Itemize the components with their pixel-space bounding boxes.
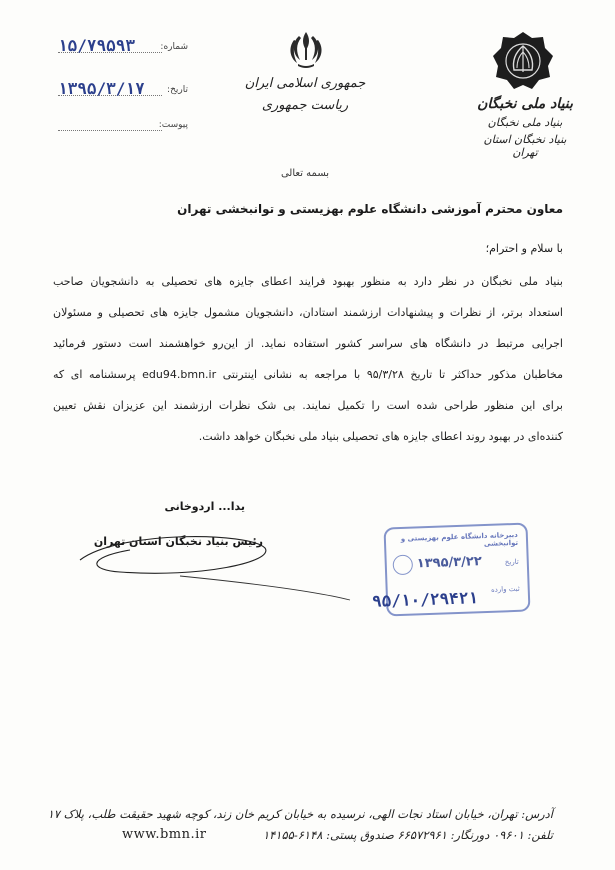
signer-title: رئیس بنیاد نخبگان استان تهران — [93, 535, 263, 548]
letter-attachment-label: پیوست: — [158, 120, 188, 130]
org-logo-text: بنیاد ملی نخبگان — [477, 96, 573, 112]
letter-date-field — [58, 79, 188, 101]
letter-number-value: ۱۵/۷۹۵۹۳ — [58, 36, 136, 55]
signer-name: یدا... اردوخانی — [164, 500, 245, 513]
stamp-number-value: ۹۵/۱۰/۲۹۴۲۱ — [371, 588, 479, 611]
greeting: با سلام و احترام؛ — [485, 242, 563, 255]
body-line: برای این منظور طراحی شده است را تکمیل نمایند. بی شک نظرات ارزشمند این عزیزان نقش تعیین — [53, 399, 563, 412]
body-line: استعداد برتر، از نظرات و پیشنهادات ارزشمند استادان، دانشجویان مشمول جایزه های تحصیلی و مسئولان — [53, 306, 563, 319]
elites-foundation-logo-icon — [490, 30, 556, 92]
body-line: اجرایی مرتبط در دانشگاه های سراسر کشور استفاده نماید. از این‌رو خواهشمند است دستور فرمائید — [53, 337, 563, 350]
letter-attachment-field — [58, 118, 188, 136]
invocation: بسمه تعالی — [280, 168, 330, 179]
iran-emblem-icon — [288, 30, 324, 68]
center-title-line2: ریاست جمهوری — [261, 98, 349, 113]
stamp-seal-icon — [392, 555, 413, 576]
letter-attachment-dots — [58, 130, 162, 131]
body-line: مخاطبان مذکور حداکثر تا تاریخ ۹۵/۳/۲۸ با مراجعه به نشانی اینترنتی edu94.bmn.ir پرسشنامه ای که — [53, 368, 563, 381]
footer-website-link[interactable]: www.bmn.ir — [122, 827, 207, 842]
recipient: معاون محترم آموزشی دانشگاه علوم بهزیستی و توانبخشی تهران — [177, 202, 563, 216]
stamp-date-label: تاریخ — [504, 557, 519, 567]
stamp-date-value: ۱۳۹۵/۳/۲۲ — [416, 554, 483, 572]
signature-scribble — [60, 520, 380, 610]
body-line: بنیاد ملی نخبگان در نظر دارد به منظور بهبود فرایند اعطای جایزه های تحصیلی به دانشجویان صاحب — [53, 275, 563, 288]
stamp-number-label: ثبت وارده — [490, 584, 520, 594]
center-title-line1: جمهوری اسلامی ایران — [244, 76, 366, 91]
stamp-office: دبیرخانه دانشگاه علوم بهزیستی و توانبخشی — [400, 530, 519, 549]
letter-date-value: ۱۳۹۵/۳/۱۷ — [58, 79, 145, 98]
org-name-line1: بنیاد ملی نخبگان — [487, 116, 563, 129]
org-name-line2: بنیاد نخبگان استان تهران — [483, 133, 567, 159]
footer-address: آدرس: تهران، خیابان استاد نجات الهی، نرسیده به خیابان کریم خان زند، کوچه شهید حقیقت طلب، پلاک ۱۷ — [47, 807, 553, 821]
footer-contact: تلفن: ۰۹۶۰۱ دورنگار: ۶۶۵۷۲۹۶۱ صندوق پستی: ۶۱۴۸-۱۴۱۵۵ — [262, 828, 553, 842]
letter-number-label: شماره: — [160, 42, 188, 52]
body-line: کننده‌ای در بهبود روند اعطای جایزه های تحصیلی بنیاد ملی نخبگان خواهد داشت. — [198, 430, 563, 443]
letter-number-field — [58, 36, 188, 58]
letter-date-label: تاریخ: — [167, 85, 188, 95]
